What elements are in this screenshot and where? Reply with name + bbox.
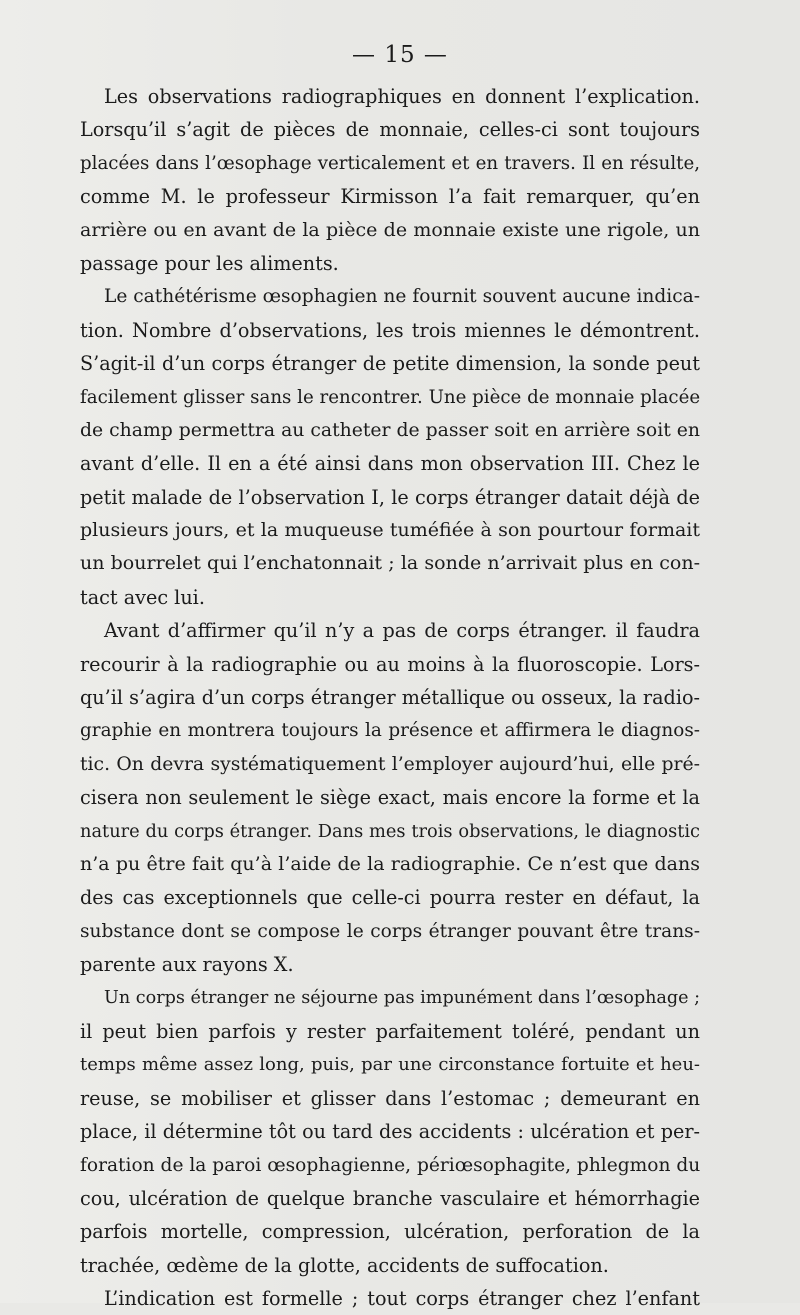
text-line: Lorsqu’il s’agit de pièces de monnaie, celles-ci sont toujours — [80, 118, 700, 142]
text-line: plusieurs jours, et la muqueuse tuméfiée à son pourtour formait — [80, 519, 700, 542]
text-line: trachée, œdème de la glotte, accidents de suffocation. — [80, 1253, 609, 1277]
text-line: nature du corps étranger. Dans mes trois observations, le diagnostic — [80, 820, 700, 842]
text-line: tion. Nombre d’observations, les trois miennes le démontrent. — [80, 318, 700, 342]
text-line: tact avec lui. — [80, 585, 205, 609]
text-line: graphie en montrera toujours la présence et affirmera le diagnos- — [80, 720, 700, 742]
text-line: tic. On devra systématiquement l’employer aujourd’hui, elle pré- — [80, 753, 700, 775]
text-line: Les observations radiographiques en donnent l’explication. — [104, 85, 700, 108]
page-number: — 15 — — [352, 42, 448, 68]
text-line: parente aux rayons X. — [80, 953, 294, 977]
text-line: Le cathétérisme œsophagien ne fournit souvent aucune indica- — [104, 286, 701, 308]
text-line: facilement glisser sans le rencontrer. Une pièce de monnaie placée — [80, 386, 701, 408]
text-line: qu’il s’agira d’un corps étranger métallique ou osseux, la radio- — [80, 686, 700, 710]
text-line: Avant d’affirmer qu’il n’y a pas de corps étranger. il faudra — [104, 619, 700, 643]
text-line: petit malade de l’observation I, le corps étranger datait déjà de — [80, 485, 700, 509]
text-line: passage pour les aliments. — [80, 251, 339, 275]
text-line: arrière ou en avant de la pièce de monnaie existe une rigole, un — [80, 218, 700, 241]
text-line: foration de la paroi œsophagienne, périœsophagite, phlegmon du — [80, 1154, 701, 1176]
text-line: substance dont se compose le corps étranger pouvant être trans- — [80, 920, 700, 942]
text-line: cisera non seulement le siège exact, mais encore la forme et la — [80, 786, 700, 810]
text-line: des cas exceptionnels que celle-ci pourra rester en défaut, la — [80, 886, 700, 910]
paragraph — [80, 280, 700, 614]
text-line: il peut bien parfois y rester parfaitement toléré, pendant un — [80, 1019, 700, 1043]
text-line: S’agit-il d’un corps étranger de petite dimension, la sonde peut — [80, 352, 700, 376]
text-line: comme M. le professeur Kirmisson l’a fait remarquer, qu’en — [80, 185, 700, 209]
paragraph — [80, 80, 700, 280]
text-line: temps même assez long, puis, par une circonstance fortuite et heu- — [80, 1054, 700, 1076]
text-line: de champ permettra au catheter de passer soit en arrière soit en — [80, 419, 700, 441]
text-line: avant d’elle. Il en a été ainsi dans mon observation III. Chez le — [80, 452, 700, 476]
body-text — [80, 80, 700, 1315]
text-line: place, il détermine tôt ou tard des accidents : ulcération et per- — [80, 1120, 700, 1144]
text-line: Un corps étranger ne séjourne pas impunément dans l’œsophage ; — [104, 987, 701, 1008]
text-line: parfois mortelle, compression, ulcération, perforation de la — [80, 1220, 700, 1244]
paragraph — [80, 1282, 700, 1315]
text-line: placées dans l’œsophage verticalement et en travers. Il en résulte, — [80, 152, 700, 174]
text-line: L’indication est formelle ; tout corps étranger chez l’enfant — [104, 1287, 700, 1311]
paragraph — [80, 982, 700, 1283]
text-line: n’a pu être fait qu’à l’aide de la radiographie. Ce n’est que dans — [80, 852, 700, 875]
text-line: cou, ulcération de quelque branche vasculaire et hémorrhagie — [80, 1186, 700, 1210]
text-line: recourir à la radiographie ou au moins à la fluoroscopie. Lors- — [80, 652, 700, 676]
text-line: un bourrelet qui l’enchatonnait ; la sonde n’arrivait plus en con- — [80, 552, 700, 575]
paragraph — [80, 614, 700, 981]
text-line: reuse, se mobiliser et glisser dans l’estomac ; demeurant en — [80, 1086, 700, 1110]
